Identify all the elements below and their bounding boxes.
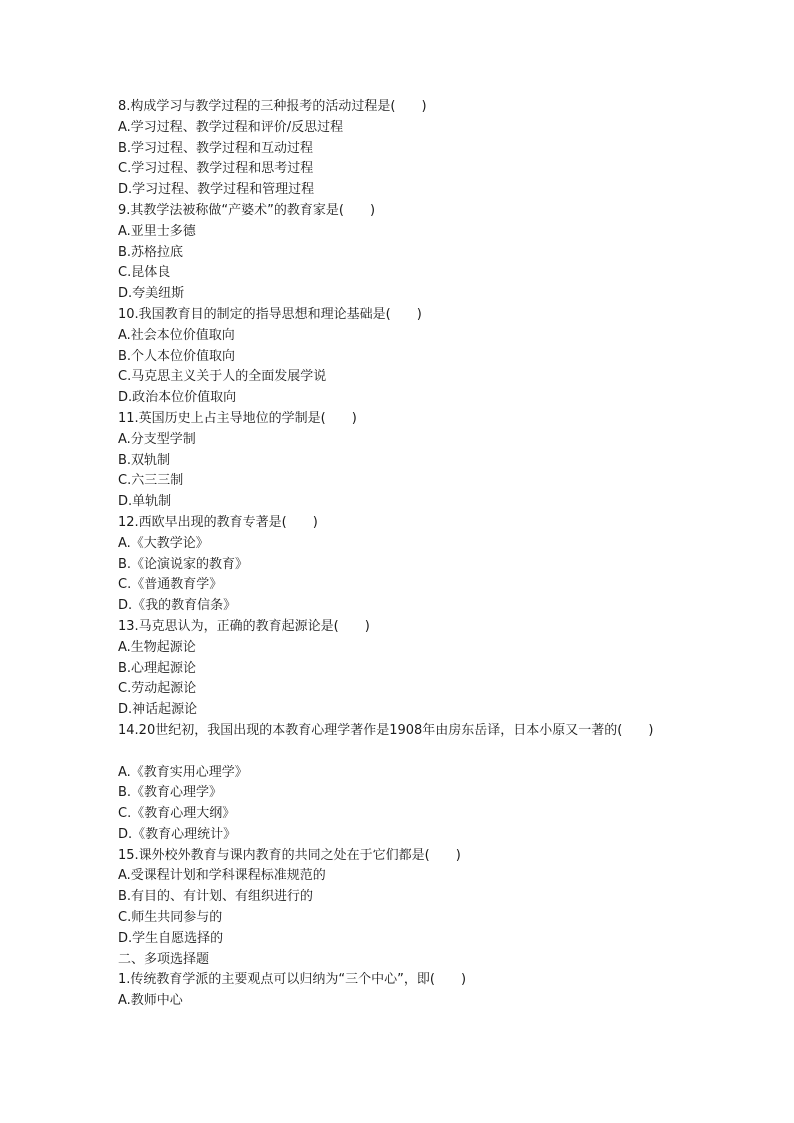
question-stem: 13.马克思认为，正确的教育起源论是( ) — [118, 618, 370, 634]
answer-option: B.有目的、有计划、有组织进行的 — [118, 889, 314, 905]
blank-line — [118, 742, 738, 763]
answer-option: C.师生共同参与的 — [118, 910, 223, 926]
exam-content — [118, 97, 738, 1012]
answer-option: A.分支型学制 — [118, 431, 196, 447]
answer-option: A.社会本位价值取向 — [118, 327, 235, 343]
answer-option: C.六三三制 — [118, 473, 184, 489]
answer-option: C.《普通教育学》 — [118, 577, 223, 593]
question-stem: 12.西欧早出现的教育专著是( ) — [118, 514, 318, 530]
answer-option: B.双轨制 — [118, 452, 171, 468]
answer-option: D.学习过程、教学过程和管理过程 — [118, 182, 315, 198]
answer-option: B.学习过程、教学过程和互动过程 — [118, 140, 314, 156]
answer-option: C.学习过程、教学过程和思考过程 — [118, 161, 314, 177]
answer-option: A.《大教学论》 — [118, 535, 209, 551]
answer-option: A.亚里士多德 — [118, 223, 196, 239]
answer-option: A.受课程计划和学科课程标准规范的 — [118, 868, 326, 884]
question-stem: 8.构成学习与教学过程的三种报考的活动过程是( ) — [118, 99, 427, 114]
answer-option: D.政治本位价值取向 — [118, 390, 237, 406]
question-stem: 1.传统教育学派的主要观点可以归纳为“三个中心”，即( ) — [118, 972, 467, 988]
question-stem: 9.其教学法被称做“产婆术”的教育家是( ) — [118, 202, 376, 218]
answer-option: D.单轨制 — [118, 494, 172, 510]
answer-option: C.昆体良 — [118, 265, 171, 281]
answer-option: B.苏格拉底 — [118, 244, 184, 260]
answer-option: B.《教育心理学》 — [118, 785, 223, 801]
answer-option: C.《教育心理大纲》 — [118, 806, 236, 822]
answer-option: A.《教育实用心理学》 — [118, 764, 248, 780]
answer-option: C.劳动起源论 — [118, 681, 197, 697]
answer-option: D.《教育心理统计》 — [118, 826, 237, 842]
question-stem: 14.20世纪初，我国出现的本教育心理学著作是1908年由房东岳译，日本小原又一著的( ) — [118, 722, 654, 738]
answer-option: D.神话起源论 — [118, 702, 198, 718]
question-stem: 10.我国教育目的制定的指导思想和理论基础是( ) — [118, 306, 422, 322]
answer-option: B.个人本位价值取向 — [118, 348, 236, 364]
answer-option: B.心理起源论 — [118, 660, 197, 676]
question-stem: 11.英国历史上占主导地位的学制是( ) — [118, 410, 357, 426]
answer-option: A.学习过程、教学过程和评价/反思过程 — [118, 119, 344, 135]
answer-option: A.生物起源论 — [118, 639, 196, 655]
answer-option: D.夸美纽斯 — [118, 286, 185, 302]
question-stem: 15.课外校外教育与课内教育的共同之处在于它们都是( ) — [118, 847, 461, 863]
answer-option: B.《论演说家的教育》 — [118, 556, 249, 572]
answer-option: D.学生自愿选择的 — [118, 930, 224, 946]
answer-option: D.《我的教育信条》 — [118, 598, 237, 614]
section-heading: 二、多项选择题 — [118, 951, 210, 967]
answer-option: A.教师中心 — [118, 993, 183, 1009]
answer-option: C.马克思主义关于人的全面发展学说 — [118, 369, 327, 385]
